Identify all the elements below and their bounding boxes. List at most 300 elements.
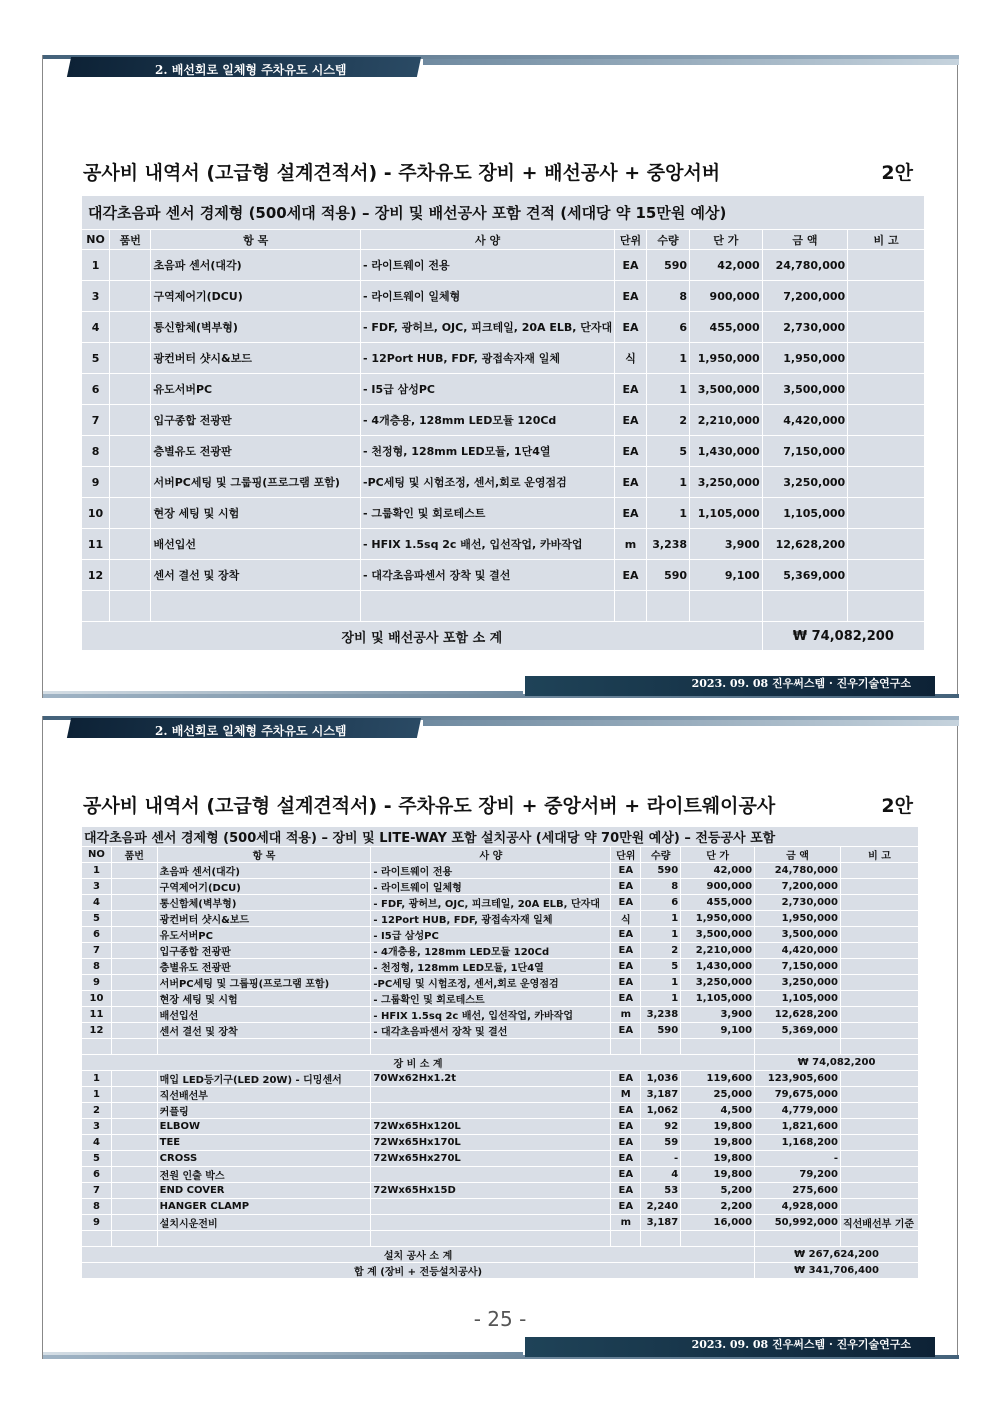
column-header: NO xyxy=(82,847,112,863)
table-header-row xyxy=(82,847,919,863)
table-cell: - 대각초음파센서 장착 및 결선 xyxy=(361,560,615,591)
table-cell: 900,000 xyxy=(690,281,763,312)
table-cell: 3,238 xyxy=(646,529,689,560)
table-cell: 2,210,000 xyxy=(690,405,763,436)
table-cell: 79,200 xyxy=(755,1167,841,1183)
table-cell xyxy=(111,1183,157,1199)
table-cell: 1,105,000 xyxy=(690,498,763,529)
table-cell: 4 xyxy=(82,895,112,911)
table-cell xyxy=(848,529,925,560)
table-cell xyxy=(111,975,157,991)
table-cell xyxy=(840,959,918,975)
table-cell xyxy=(840,975,918,991)
table-cell: 12 xyxy=(82,560,110,591)
table-row xyxy=(82,1135,919,1151)
table-cell: 590 xyxy=(641,863,681,879)
table-cell: EA xyxy=(611,879,641,895)
table-cell: 3,187 xyxy=(641,1087,681,1103)
table-cell: - 12Port HUB, FDF, 광접속자재 일체 xyxy=(361,343,615,374)
total-label: 합 계 (장비 + 전등설치공사) xyxy=(82,1263,755,1279)
install-subtotal-value: ₩ 267,624,200 xyxy=(755,1247,919,1263)
plan-label: 2안 xyxy=(881,795,913,817)
table-row xyxy=(82,895,919,911)
table-cell: 12 xyxy=(82,1023,112,1039)
slide-header xyxy=(43,55,959,79)
table-cell: 1 xyxy=(646,343,689,374)
subtotal-label: 장비 및 배선공사 포함 소 계 xyxy=(82,622,763,651)
section-title: 공사비 내역서 (고급형 설계견적서) - 주차유도 장비 + 배선공사 + 중앙서버 xyxy=(83,162,721,184)
table-cell xyxy=(110,529,151,560)
table-cell xyxy=(840,911,918,927)
table-cell: EA xyxy=(615,250,647,281)
table-cell: 구역제어기(DCU) xyxy=(157,879,371,895)
table-cell: m xyxy=(615,529,647,560)
table-cell: 매입 LED등기구(LED 20W) - 디밍센서 xyxy=(157,1071,371,1087)
table-cell: EA xyxy=(611,863,641,879)
table-cell xyxy=(371,1103,611,1119)
table-cell: 275,600 xyxy=(755,1183,841,1199)
table-cell: EA xyxy=(615,467,647,498)
table-cell: EA xyxy=(611,943,641,959)
table-cell: 7 xyxy=(82,405,110,436)
table-cell xyxy=(371,1039,611,1055)
table-cell: 16,000 xyxy=(681,1215,755,1231)
table-cell: EA xyxy=(611,895,641,911)
table-cell xyxy=(848,591,925,622)
table-cell xyxy=(82,1039,112,1055)
table-cell: 배선입선 xyxy=(157,1007,371,1023)
table-cell xyxy=(111,959,157,975)
table-cell: 센서 결선 및 장착 xyxy=(151,560,361,591)
table-cell xyxy=(371,1215,611,1231)
table-cell: m xyxy=(611,1007,641,1023)
table-cell: 1,821,600 xyxy=(755,1119,841,1135)
table-row xyxy=(82,529,925,560)
table-cell: 설치시운전비 xyxy=(157,1215,371,1231)
table-cell: 4,500 xyxy=(681,1103,755,1119)
table-cell: EA xyxy=(611,959,641,975)
table-cell: 9,100 xyxy=(690,560,763,591)
table-cell xyxy=(111,1151,157,1167)
table-cell: 2 xyxy=(646,405,689,436)
table-cell: 1 xyxy=(82,250,110,281)
table-row xyxy=(82,975,919,991)
column-header: 금 액 xyxy=(762,230,848,250)
table-cell: EA xyxy=(611,1167,641,1183)
table-cell: - 그룹확인 및 회로테스트 xyxy=(371,991,611,1007)
table-cell: 1 xyxy=(82,863,112,879)
equipment-subtotal-value: ₩ 74,082,200 xyxy=(755,1055,919,1071)
table-cell xyxy=(111,1103,157,1119)
table-cell: EA xyxy=(611,1071,641,1087)
column-header: 수량 xyxy=(646,230,689,250)
table-cell: 초음파 센서(대각) xyxy=(157,863,371,879)
table-caption: 대각초음파 센서 경제형 (500세대 적용) – 장비 및 배선공사 포함 견적 (세대당 약 15만원 예상) xyxy=(82,196,925,230)
table-cell: 센서 결선 및 장착 xyxy=(157,1023,371,1039)
table-cell: 1,062 xyxy=(641,1103,681,1119)
table-cell: EA xyxy=(611,1135,641,1151)
table-cell: 19,800 xyxy=(681,1167,755,1183)
table-cell: EA xyxy=(615,281,647,312)
table-cell xyxy=(840,1071,918,1087)
table-cell: 통신함체(벽부형) xyxy=(157,895,371,911)
table-cell xyxy=(157,1039,371,1055)
table-cell: - 천정형, 128mm LED모듈, 1단4열 xyxy=(361,436,615,467)
table-cell: 1 xyxy=(646,498,689,529)
table-cell: EA xyxy=(611,991,641,1007)
table-cell: 3,250,000 xyxy=(681,975,755,991)
estimate-table xyxy=(81,195,925,651)
table-cell xyxy=(848,498,925,529)
table-cell xyxy=(110,405,151,436)
table-cell xyxy=(840,1103,918,1119)
table-cell: 7 xyxy=(82,1183,112,1199)
table-cell xyxy=(111,1119,157,1135)
total-value: ₩ 341,706,400 xyxy=(755,1263,919,1279)
table-cell xyxy=(110,591,151,622)
footer-text: 2023. 09. 08 진우써스템 · 진우기술연구소 xyxy=(691,1338,911,1351)
table-cell: 8 xyxy=(82,436,110,467)
table-cell xyxy=(840,943,918,959)
table-cell: 직선배선부 xyxy=(157,1087,371,1103)
table-cell xyxy=(361,591,615,622)
table-row xyxy=(82,1183,919,1199)
table-row xyxy=(82,1199,919,1215)
table-cell: 서버PC세팅 및 그룹핑(프로그램 포함) xyxy=(157,975,371,991)
table-row xyxy=(82,1007,919,1023)
table-cell: 5 xyxy=(646,436,689,467)
table-cell: 8 xyxy=(646,281,689,312)
table-cell: 1,168,200 xyxy=(755,1135,841,1151)
table-cell: - HFIX 1.5sq 2c 배선, 입선작업, 카바작업 xyxy=(361,529,615,560)
table-cell: EA xyxy=(611,1023,641,1039)
table-cell: 6 xyxy=(641,895,681,911)
table-cell xyxy=(641,1039,681,1055)
table-caption: 대각초음파 센서 경제형 (500세대 적용) – 장비 및 LITE-WAY 포함 설치공사 (세대당 약 70만원 예상) – 전등공사 포함 xyxy=(82,827,919,847)
table-row xyxy=(82,1151,919,1167)
table-cell xyxy=(762,591,848,622)
table-cell: 10 xyxy=(82,498,110,529)
table-cell: - 4개층용, 128mm LED모듈 120Cd xyxy=(361,405,615,436)
table-cell: 전원 인출 박스 xyxy=(157,1167,371,1183)
table-cell: - 4개층용, 128mm LED모듈 120Cd xyxy=(371,943,611,959)
table-row xyxy=(82,943,919,959)
table-cell xyxy=(840,991,918,1007)
table-header-row xyxy=(82,230,925,250)
table-cell: 1,950,000 xyxy=(690,343,763,374)
table-cell xyxy=(111,1007,157,1023)
table-cell: EA xyxy=(611,927,641,943)
table-cell: 3,500,000 xyxy=(681,927,755,943)
table-cell: - I5급 삼성PC xyxy=(361,374,615,405)
table-cell: 초음파 센서(대각) xyxy=(151,250,361,281)
table-cell: - 그룹확인 및 회로테스트 xyxy=(361,498,615,529)
column-header: 금 액 xyxy=(755,847,841,863)
table-cell xyxy=(848,281,925,312)
table-cell: 3,250,000 xyxy=(690,467,763,498)
table-cell: 3 xyxy=(82,1119,112,1135)
table-cell xyxy=(111,1135,157,1151)
table-row xyxy=(82,1071,919,1087)
slide-footer xyxy=(43,670,959,698)
table-cell: EA xyxy=(611,1151,641,1167)
table-cell xyxy=(840,1087,918,1103)
table-row xyxy=(82,991,919,1007)
table-cell xyxy=(840,1023,918,1039)
table-cell: 59 xyxy=(641,1135,681,1151)
table-cell xyxy=(840,927,918,943)
table-cell xyxy=(110,436,151,467)
table-cell xyxy=(111,1039,157,1055)
table-cell: 123,905,600 xyxy=(755,1071,841,1087)
table-row xyxy=(82,374,925,405)
table-cell xyxy=(111,1199,157,1215)
column-header: 사 양 xyxy=(361,230,615,250)
table-cell: EA xyxy=(615,312,647,343)
table-cell xyxy=(611,1231,641,1247)
table-row xyxy=(82,959,919,975)
table-cell: HANGER CLAMP xyxy=(157,1199,371,1215)
table-cell: 광컨버터 샷시&보드 xyxy=(157,911,371,927)
table-cell: 입구종합 전광판 xyxy=(157,943,371,959)
table-cell xyxy=(110,343,151,374)
header-title: 2. 배선회로 일체형 주차유도 시스템 xyxy=(155,63,347,77)
table-cell: 92 xyxy=(641,1119,681,1135)
table-cell: 2,210,000 xyxy=(681,943,755,959)
table-cell: ELBOW xyxy=(157,1119,371,1135)
table-cell: M xyxy=(611,1087,641,1103)
table-cell: 2 xyxy=(82,1103,112,1119)
table-cell: 590 xyxy=(641,1023,681,1039)
column-header: 수량 xyxy=(641,847,681,863)
table-cell xyxy=(840,1167,918,1183)
table-cell xyxy=(840,895,918,911)
table-cell: 42,000 xyxy=(690,250,763,281)
column-header: 비 고 xyxy=(840,847,918,863)
table-cell: 19,800 xyxy=(681,1135,755,1151)
table-cell xyxy=(840,1231,918,1247)
table-cell: 1,036 xyxy=(641,1071,681,1087)
table-cell: - 대각초음파센서 장착 및 결선 xyxy=(371,1023,611,1039)
table-cell: 식 xyxy=(615,343,647,374)
table-cell: 72Wx65Hx270L xyxy=(371,1151,611,1167)
table-cell: 24,780,000 xyxy=(755,863,841,879)
table-cell: EA xyxy=(615,405,647,436)
table-cell: 서버PC세팅 및 그룹핑(프로그램 포함) xyxy=(151,467,361,498)
table-cell: 통신함체(벽부형) xyxy=(151,312,361,343)
table-cell xyxy=(111,1023,157,1039)
table-cell: - FDF, 광허브, OJC, 피크테일, 20A ELB, 단자대 xyxy=(371,895,611,911)
table-row xyxy=(82,1215,919,1231)
table-cell: 3,187 xyxy=(641,1215,681,1231)
table-cell: 1,430,000 xyxy=(690,436,763,467)
footer-text: 2023. 09. 08 진우써스템 · 진우기술연구소 xyxy=(691,677,911,690)
table-cell: 9 xyxy=(82,975,112,991)
table-cell: 3,900 xyxy=(681,1007,755,1023)
table-row xyxy=(82,467,925,498)
table-cell xyxy=(755,1039,841,1055)
table-row xyxy=(82,1119,919,1135)
table-cell: 층별유도 전광판 xyxy=(157,959,371,975)
table-cell xyxy=(840,1151,918,1167)
table-row xyxy=(82,343,925,374)
table-cell: 2,240 xyxy=(641,1199,681,1215)
table-cell: - 라이트웨이 일체형 xyxy=(371,879,611,895)
table-row xyxy=(82,1103,919,1119)
plan-label: 2안 xyxy=(881,162,913,184)
table-cell xyxy=(690,591,763,622)
table-row xyxy=(82,1231,919,1247)
table-cell xyxy=(641,1231,681,1247)
table-cell: EA xyxy=(611,1199,641,1215)
table-cell: 1 xyxy=(646,374,689,405)
table-cell: - 라이트웨이 일체형 xyxy=(361,281,615,312)
table-cell: 6 xyxy=(82,374,110,405)
table-cell: 8 xyxy=(641,879,681,895)
table-cell: 7 xyxy=(82,943,112,959)
table-cell: - 라이트웨이 전용 xyxy=(361,250,615,281)
table-cell: 11 xyxy=(82,1007,112,1023)
column-header: 품번 xyxy=(110,230,151,250)
table-cell xyxy=(840,1007,918,1023)
table-cell: 119,600 xyxy=(681,1071,755,1087)
table-row xyxy=(82,1039,919,1055)
table-cell: 7,150,000 xyxy=(755,959,841,975)
subtotal-value: ₩ 74,082,200 xyxy=(762,622,924,651)
table-cell xyxy=(681,1039,755,1055)
equipment-subtotal-label: 장 비 소 계 xyxy=(82,1055,755,1071)
table-cell xyxy=(110,281,151,312)
table-cell xyxy=(371,1167,611,1183)
table-cell: 1,105,000 xyxy=(681,991,755,1007)
table-cell: 5 xyxy=(641,959,681,975)
column-header: 품번 xyxy=(111,847,157,863)
table-cell: EA xyxy=(615,436,647,467)
table-row xyxy=(82,498,925,529)
table-cell: 19,800 xyxy=(681,1119,755,1135)
table-cell xyxy=(848,467,925,498)
table-cell xyxy=(681,1231,755,1247)
table-cell: - xyxy=(755,1151,841,1167)
table-cell: 5,369,000 xyxy=(755,1023,841,1039)
table-cell: 72Wx65Hx15D xyxy=(371,1183,611,1199)
table-row xyxy=(82,1023,919,1039)
table-cell: 6 xyxy=(646,312,689,343)
slide-header xyxy=(43,716,959,740)
table-cell: 7,200,000 xyxy=(762,281,848,312)
table-cell: 구역제어기(DCU) xyxy=(151,281,361,312)
column-header: NO xyxy=(82,230,110,250)
table-cell: CROSS xyxy=(157,1151,371,1167)
slide-1 xyxy=(42,55,958,698)
table-cell: 72Wx65Hx120L xyxy=(371,1119,611,1135)
table-cell: 8 xyxy=(82,959,112,975)
table-cell: 3,500,000 xyxy=(690,374,763,405)
table-cell: - FDF, 광허브, OJC, 피크테일, 20A ELB, 단자대 xyxy=(361,312,615,343)
table-cell: 11 xyxy=(82,529,110,560)
table-row xyxy=(82,560,925,591)
table-cell: EA xyxy=(611,1119,641,1135)
table-cell: 50,992,000 xyxy=(755,1215,841,1231)
table-cell: EA xyxy=(611,975,641,991)
table-cell xyxy=(111,895,157,911)
table-cell: END COVER xyxy=(157,1183,371,1199)
table-cell xyxy=(110,374,151,405)
table-cell: 1,105,000 xyxy=(755,991,841,1007)
table-cell xyxy=(615,591,647,622)
table-cell xyxy=(111,911,157,927)
table-cell: - xyxy=(641,1151,681,1167)
table-cell xyxy=(840,1039,918,1055)
table-cell: 커플링 xyxy=(157,1103,371,1119)
table-cell: 4 xyxy=(82,1135,112,1151)
slide-footer xyxy=(43,1331,959,1359)
table-cell: 1 xyxy=(82,1071,112,1087)
table-cell: 1 xyxy=(641,927,681,943)
table-cell: 12,628,200 xyxy=(755,1007,841,1023)
table-cell: 455,000 xyxy=(690,312,763,343)
table-cell: 25,000 xyxy=(681,1087,755,1103)
table-cell: 4,779,000 xyxy=(755,1103,841,1119)
table-cell: 1 xyxy=(646,467,689,498)
table-cell xyxy=(755,1231,841,1247)
table-cell: - 천정형, 128mm LED모듈, 1단4열 xyxy=(371,959,611,975)
table-cell: - I5급 삼성PC xyxy=(371,927,611,943)
table-cell: 590 xyxy=(646,250,689,281)
table-cell: 직선배선부 기준 xyxy=(840,1215,918,1231)
table-cell: 10 xyxy=(82,991,112,1007)
table-cell: 9 xyxy=(82,1215,112,1231)
table-cell: 1,105,000 xyxy=(762,498,848,529)
table-row xyxy=(82,1167,919,1183)
table-cell: 2,730,000 xyxy=(755,895,841,911)
table-cell xyxy=(157,1231,371,1247)
table-cell: 5 xyxy=(82,911,112,927)
table-row xyxy=(82,1087,919,1103)
table-cell xyxy=(848,436,925,467)
table-cell: 455,000 xyxy=(681,895,755,911)
table-cell: EA xyxy=(615,498,647,529)
table-cell: 6 xyxy=(82,1167,112,1183)
table-cell: 6 xyxy=(82,927,112,943)
table-cell: 현장 세팅 및 시험 xyxy=(151,498,361,529)
column-header: 항 목 xyxy=(157,847,371,863)
table-cell xyxy=(111,943,157,959)
table-cell xyxy=(611,1039,641,1055)
table-cell xyxy=(646,591,689,622)
table-cell xyxy=(151,591,361,622)
table-cell: 1,950,000 xyxy=(755,911,841,927)
table-cell xyxy=(110,467,151,498)
page-number: - 25 - xyxy=(473,1307,527,1331)
table-cell xyxy=(840,1135,918,1151)
table-cell: 9,100 xyxy=(681,1023,755,1039)
table-cell: 79,675,000 xyxy=(755,1087,841,1103)
table-row xyxy=(82,436,925,467)
table-cell xyxy=(371,1231,611,1247)
table-cell xyxy=(82,591,110,622)
table-cell: 3,500,000 xyxy=(762,374,848,405)
table-cell: 3 xyxy=(82,281,110,312)
table-cell: 5 xyxy=(82,1151,112,1167)
table-cell: 광컨버터 샷시&보드 xyxy=(151,343,361,374)
table-cell xyxy=(82,1231,112,1247)
table-row xyxy=(82,312,925,343)
column-header: 항 목 xyxy=(151,230,361,250)
table-cell: 2,730,000 xyxy=(762,312,848,343)
table-cell xyxy=(111,991,157,1007)
table-cell: -PC세팅 및 시험조정, 센서,회로 운영점검 xyxy=(371,975,611,991)
